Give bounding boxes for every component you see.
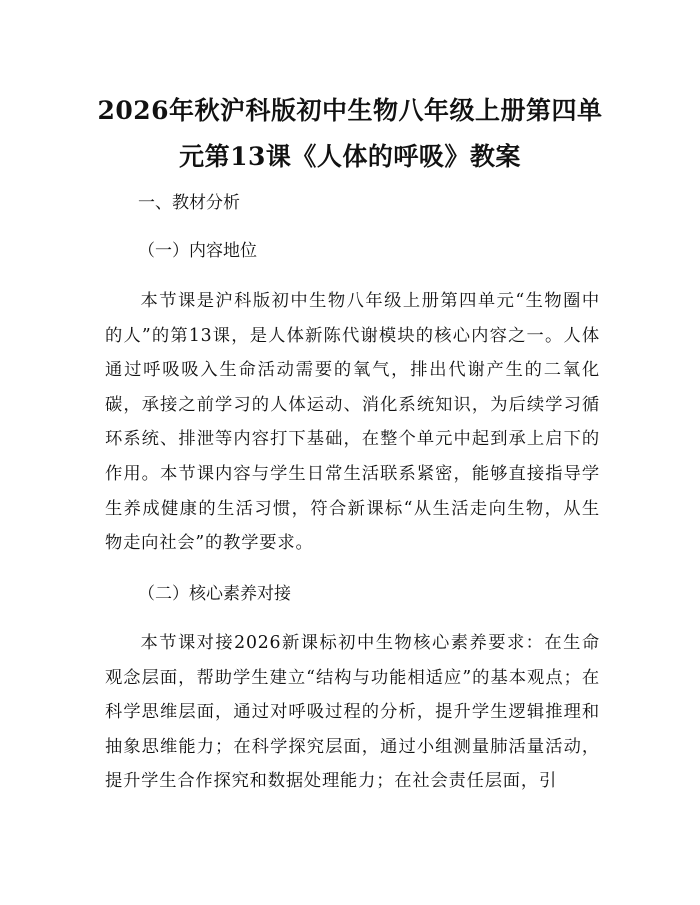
subsection-heading-core-literacy: （二）核心素养对接 [138,584,291,604]
subsection-heading-content-position: （一）内容地位 [138,241,257,261]
section-heading-textbook-analysis: 一、教材分析 [138,193,240,213]
paragraph-content-position: 本节课是沪科版初中生物八年级上册第四单元“生物圈中的人”的第13课，是人体新陈代谢模块的核心内容之一。人体通过呼吸吸入生命活动需要的氧气，排出代谢产生的二氧化碳，承接之前学习的人体运动、消化系统知识，为后续学习循环系统、排泄等内容打下基础，在整个单元中起到承上启下的作用。本节课内容与学生日常生活联系紧密，能够直接指导学生养成健康的生活习惯，符合新课标“从生活走向生物，从生物走向社会”的教学要求。 [105,291,600,554]
paragraph-core-literacy: 本节课对接2026新课标初中生物核心素养要求：在生命观念层面，帮助学生建立“结构与功能相适应”的基本观点；在科学思维层面，通过对呼吸过程的分析，提升学生逻辑推理和抽象思维能力；在科学探究层面，通过小组测量肺活量活动，提升学生合作探究和数据处理能力；在社会责任层面，引 [105,633,600,792]
document-title: 2026年秋沪科版初中生物八年级上册第四单元第13课《人体的呼吸》教案 [97,96,603,171]
